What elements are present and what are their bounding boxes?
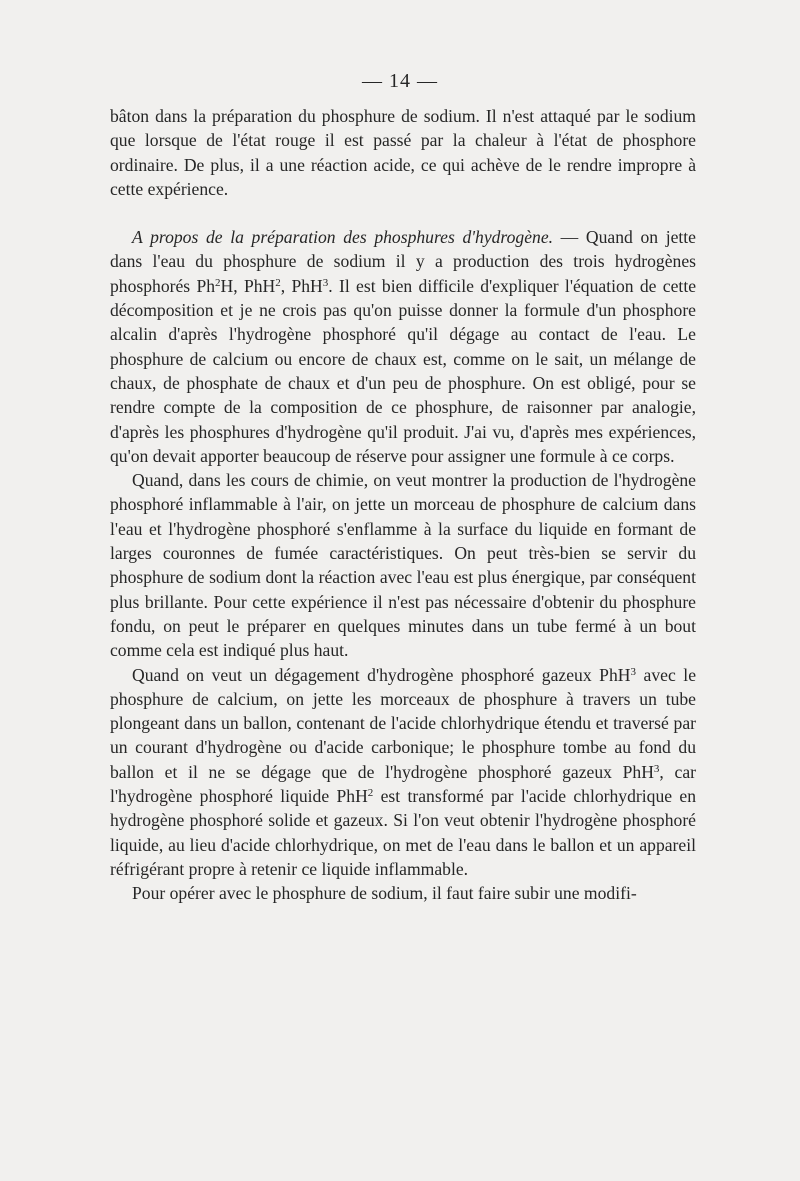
paragraph-5: Pour opérer avec le phosphure de sodium, il faut faire subir une modifi- [132,883,637,904]
paragraph-4 [110,663,696,882]
paragraph-2-text-c: , PhH [280,275,323,296]
section-heading: A propos de la préparation des phosphures d'hydrogène. [132,227,554,248]
paragraph-4-text-d: est transformé par l'acide chlorhydrique en hydrogène phosphoré solide et gazeux. Si l'on veut obtenir l'hydrogène phosphoré liquide, au lieu d'acide chlorhydrique, on met de l'eau dans le ballon et un appareil réfrigérant propre à retenir ce liquide inflammable. [110,786,696,879]
paragraph-1: bâton dans la préparation du phosphure de sodium. Il n'est attaqué par le sodium que lorsque de l'état rouge il est passé par la chaleur à l'état de phosphore ordinaire. De plus, il a une réaction acide, ce qui achève de le rendre impropre à cette expérience. [110,106,696,199]
paragraph-2-text-a: — Quand on jette dans l'eau du phosphure de sodium il y a production des trois hydrogènes phosphorés Ph [110,227,696,296]
superscript: 2 [215,276,221,289]
superscript: 2 [367,787,374,800]
paragraph-4-text-b: avec le phosphure de calcium, on jette les morceaux de phosphure à travers un tube plongeant dans un ballon, contenant de l'acide chlorhydrique étendu et traversé par un courant d'hydrogène ou d'acide carbonique; le phosphure tombe au fond du ballon et il ne se dégage que de l'hydrogène phosphoré gazeux PhH [110,664,697,782]
paragraph-4-text-a: Quand on veut un dégagement d'hydrogène phosphoré gazeux PhH [132,664,631,685]
superscript: 2 [275,276,281,289]
paragraph-3: Quand, dans les cours de chimie, on veut montrer la production de l'hydrogène phosphoré inflammable à l'air, on jette un morceau de phosphure de calcium dans l'eau et l'hydrogène phosphoré s'enflamme à la surface du liquide en formant de larges couronnes de fumée caractéristiques. On peut très-bien se servir du phosphure de sodium dont la réaction avec l'eau est plus énergique, par conséquent plus brillante. Pour cette expérience il n'est pas nécessaire d'obtenir du phosphure fondu, on peut le préparer en quelques minutes dans un tube fermé à un bout comme cela est indiqué plus haut. [110,470,696,661]
paragraph-4-text-c: , car l'hydrogène phosphoré liquide PhH [110,761,696,807]
body-text [110,104,696,906]
superscript: 3 [653,762,660,775]
superscript: 3 [630,665,636,678]
paragraph-2-text-d: . Il est bien difficile d'expliquer l'équation de cette décomposition et je ne crois pas qu'on puisse donner la formule d'un phosphore alcalin d'après l'hydrogène phosphoré qu'il dégage au contact de l'eau. Le phosphure de calcium ou encore de chaux est, comme on le sait, un mélange de chaux, de phosphate de chaux et d'un peu de phosphure. On est obligé, pour se rendre compte de la composition de ce phosphure, de raisonner par analogie, d'après les phosphures d'hydrogène qu'il produit. J'ai vu, d'après mes expériences, qu'on devait apporter beaucoup de réserve pour assigner une formule à ce corps. [110,275,697,466]
paragraph-2 [110,225,696,468]
paragraph-2-text-b: H, PhH [220,275,276,296]
page-number: — 14 — [362,70,438,92]
superscript: 3 [322,276,329,289]
